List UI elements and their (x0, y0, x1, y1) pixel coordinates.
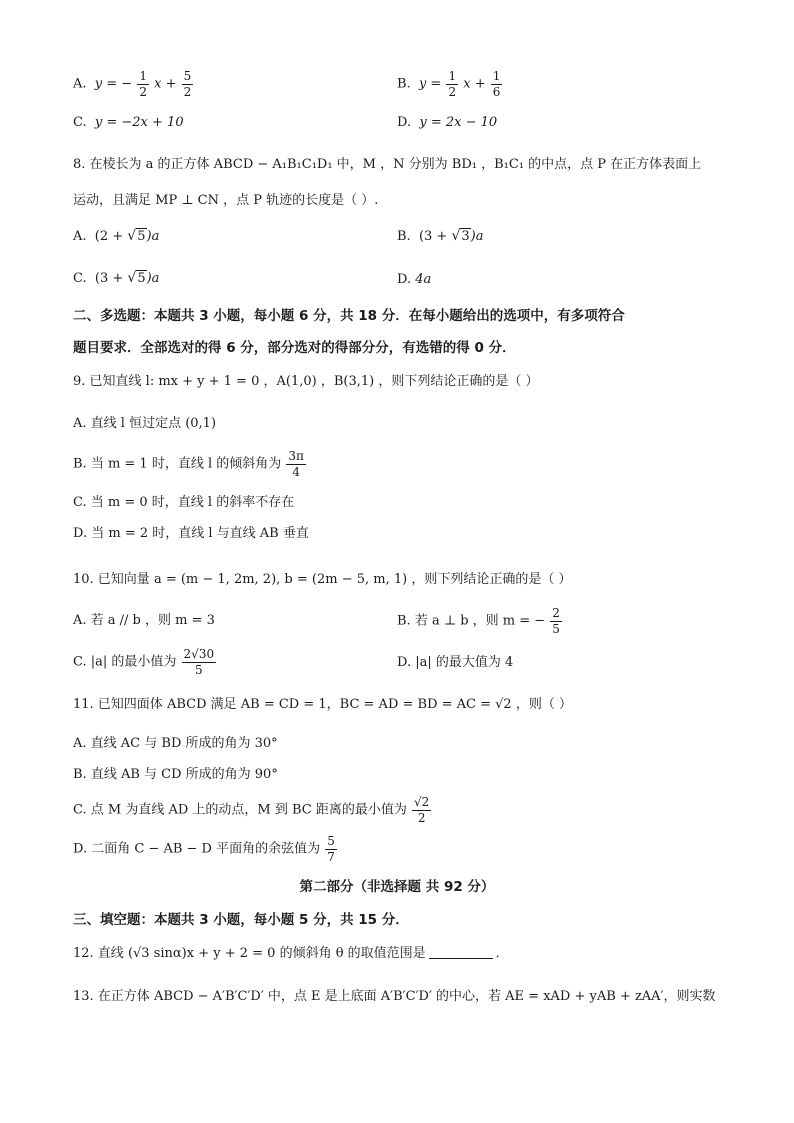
fraction (286, 450, 306, 478)
q11-option-b: B. 直线 AB 与 CD 所成的角为 90° (73, 767, 278, 782)
q12-stem (73, 946, 509, 962)
q7-option-d (397, 115, 497, 131)
denominator: 2 (417, 810, 426, 825)
q7-b-mid: x + (463, 76, 486, 92)
q8-c-post: )a (146, 271, 160, 286)
denominator: 2 (183, 84, 192, 99)
section2-header-line1: 二、多选题：本题共 3 小题，每小题 6 分，共 18 分．在每小题给出的选项中，有多项符合 (73, 308, 625, 324)
option-label: B. (397, 229, 411, 244)
q11-option-d (73, 835, 338, 863)
q11-option-a: A. 直线 AC 与 BD 所成的角为 30° (73, 736, 278, 751)
sqrt-symbol: √ (451, 228, 461, 244)
q11-option-c (73, 796, 432, 824)
sqrt-symbol: √ (127, 228, 137, 244)
denominator: 7 (327, 849, 335, 864)
fraction (137, 70, 149, 98)
numerator: 1 (492, 69, 501, 83)
q11-d-text: D. 二面角 C − AB − D 平面角的余弦值为 (73, 841, 321, 857)
radicand: 5 (137, 229, 146, 244)
q7-option-b (397, 70, 503, 98)
q10-option-d: D. |a| 的最大值为 4 (397, 655, 514, 670)
q8-option-c (73, 270, 159, 288)
numerator: 2√30 (183, 647, 215, 661)
option-label: D. (397, 272, 412, 287)
q10-option-a: A. 若 a // b ，则 m = 3 (73, 613, 215, 628)
option-label: A. (73, 229, 87, 244)
section2-header-line2: 题目要求．全部选对的得 6 分，部分选对的得部分分，有选错的得 0 分． (73, 340, 516, 356)
q7-c-text: y = −2x + 10 (94, 115, 184, 130)
option-label: A. (73, 76, 87, 92)
q8-c-pre: (3 + (94, 271, 128, 286)
q7-option-a (73, 70, 194, 98)
denominator: 4 (292, 464, 300, 479)
denominator: 5 (195, 662, 203, 677)
q9-option-b (73, 450, 307, 478)
q8-b-pre: (3 + (418, 229, 452, 244)
q7-b-text: y = (418, 76, 442, 92)
option-label: B. (397, 76, 411, 92)
q7-a-text: y = − (94, 76, 133, 92)
fraction (412, 796, 431, 824)
q11-c-text: C. 点 M 为直线 AD 上的动点，M 到 BC 距离的最小值为 (73, 802, 407, 818)
numerator: 3π (288, 449, 304, 463)
q10-stem: 10. 已知向量 a = (m − 1, 2m, 2), b = (2m − 5, m, 1) ，则下列结论正确的是（ ） (73, 572, 572, 587)
q8-a-pre: (2 + (94, 229, 128, 244)
q8-d-text: 4a (415, 272, 432, 287)
numerator: √2 (414, 795, 430, 809)
denominator: 6 (492, 84, 501, 99)
part2-title: 第二部分（非选择题 共 92 分） (299, 879, 495, 895)
fraction (325, 835, 337, 863)
numerator: 5 (327, 834, 335, 848)
q13-stem: 13. 在正方体 ABCD − A′B′C′D′ 中，点 E 是上底面 A′B′C′D′ 的中心，若 AE = xAD + yAB + zAA′，则实数 (73, 989, 716, 1004)
denominator: 5 (552, 621, 560, 636)
q9-stem: 9. 已知直线 l: mx + y + 1 = 0 ，A(1,0) ，B(3,1) ，则下列结论正确的是（ ） (73, 374, 539, 389)
numerator: 2 (552, 606, 560, 620)
radicand: 3 (461, 229, 470, 244)
answer-blank[interactable] (429, 958, 493, 959)
q8-stem-line1: 8. 在棱长为 a 的正方体 ABCD − A₁B₁C₁D₁ 中，M ，N 分别为 BD₁ ，B₁C₁ 的中点，点 P 在正方体表面上 (73, 157, 702, 172)
q8-a-post: )a (146, 229, 160, 244)
q8-b-post: )a (470, 229, 484, 244)
q9-option-a: A. 直线 l 恒过定点 (0,1) (73, 416, 217, 431)
q8-option-b (397, 228, 483, 246)
section3-header: 三、填空题：本题共 3 小题，每小题 5 分，共 15 分． (73, 912, 409, 928)
option-label: D. (397, 115, 412, 130)
q11-stem: 11. 已知四面体 ABCD 满足 AB = CD = 1，BC = AD = BD = AC = √2 ，则（ ） (73, 697, 572, 712)
fraction (550, 607, 562, 635)
denominator: 2 (139, 84, 147, 99)
q9-option-c: C. 当 m = 0 时，直线 l 的斜率不存在 (73, 495, 295, 510)
q8-option-a (73, 228, 159, 246)
fraction (182, 648, 217, 676)
fraction (446, 70, 458, 98)
q8-option-d (397, 272, 431, 288)
q10-b-text: B. 若 a ⊥ b ，则 m = − (397, 613, 546, 629)
numerator: 5 (183, 69, 192, 83)
option-label: C. (73, 115, 87, 130)
q7-d-text: y = 2x − 10 (419, 115, 498, 130)
q9-b-text: B. 当 m = 1 时，直线 l 的倾斜角为 (73, 456, 282, 472)
q7-a-mid: x + (154, 76, 177, 92)
sqrt-symbol: √ (127, 270, 137, 286)
q12-end: ． (495, 946, 509, 961)
option-label: C. (73, 271, 87, 286)
fraction (182, 70, 194, 98)
numerator: 1 (448, 69, 457, 83)
q8-stem-line2: 运动，且满足 MP ⊥ CN ，点 P 轨迹的长度是（ ）. (73, 193, 379, 208)
q7-option-c (73, 115, 184, 131)
radicand: 5 (137, 271, 146, 286)
denominator: 2 (448, 84, 457, 99)
q12-text: 12. 直线 (√3 sinα)x + y + 2 = 0 的倾斜角 θ 的取值范围是 (73, 946, 426, 961)
numerator: 1 (139, 69, 147, 83)
q10-option-c (73, 648, 217, 676)
q10-option-b (397, 607, 563, 635)
q9-option-d: D. 当 m = 2 时，直线 l 与直线 AB 垂直 (73, 526, 309, 541)
q10-c-text: C. |a| 的最小值为 (73, 654, 177, 670)
fraction (491, 70, 503, 98)
